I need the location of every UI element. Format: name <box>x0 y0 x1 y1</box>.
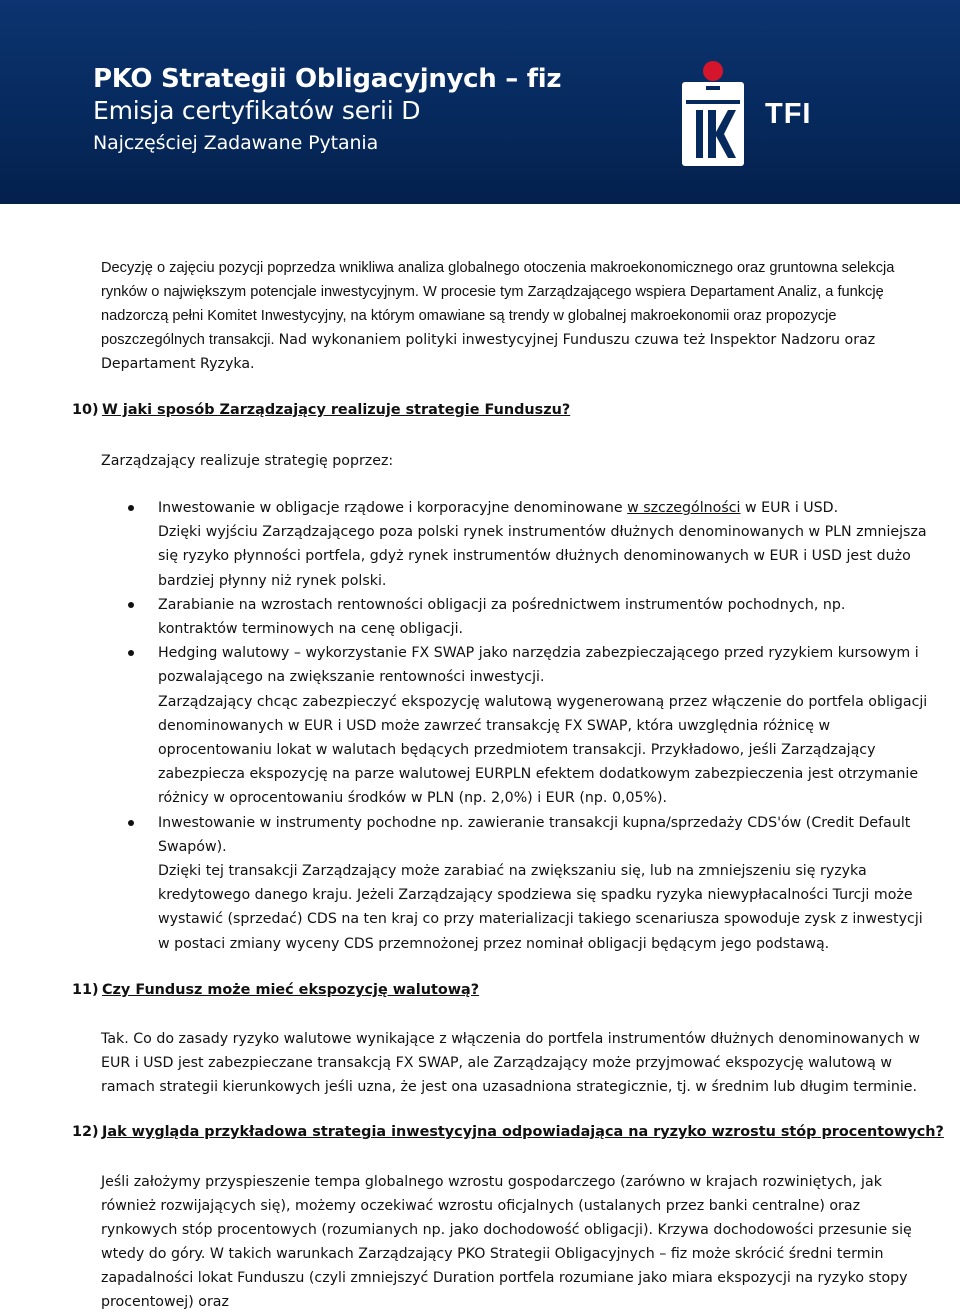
list-item-detail: Zarządzający chcąc zabezpieczyć ekspozycję walutową wygenerowaną przez włączenie do portfela obligacji denominowanych w EUR i USD może zawrzeć transakcję FX SWAP, która uwzględnia różnicę w oprocentowaniu lokat w walutach będących przedmiotem transakcji. Przykładowo, jeśli Zarządzający zabezpiecza ekspozycję na parze walutowej EURPLN efektem dodatkowym zabezpieczenia jest otrzymanie różnicy w oprocentowaniu środków w PLN (np. 2,0%) i EUR (np. 0,05%). <box>158 693 928 807</box>
question-number: 11) <box>72 982 99 998</box>
bullet-icon <box>128 650 134 656</box>
question-12 <box>72 1124 944 1140</box>
strategy-intro: Zarządzający realizuje strategię poprzez: <box>101 453 394 469</box>
list-item: Hedging walutowy – wykorzystanie FX SWAP jako narzędzia zabezpieczającego przed ryzykiem kursowym i pozwalającego na zwiększanie rentowności inwestycji. Zarządzający chcąc zabezpieczyć ekspozycję walutową wygenerowaną przez włączenie do portfela obligacji denominowanych w EUR i USD może zawrzeć transakcję FX SWAP, która uwzględnia różnicę w oprocentowaniu lokat w walutach będących przedmiotem transakcji. Przykładowo, jeśli Zarządzający zabezpiecza ekspozycję na parze walutowej EURPLN efektem dodatkowym zabezpieczenia jest otrzymanie różnicy w oprocentowaniu środków w PLN (np. 2,0%) i EUR (np. 0,05%). <box>158 641 928 810</box>
bullet-icon <box>128 505 134 511</box>
list-item: Inwestowanie w obligacje rządowe i korporacyjne denominowane w szczególności w EUR i USD. Dzięki wyjściu Zarządzającego poza polski rynek instrumentów dłużnych denominowanych w PLN zmniejsza się ryzyko płynności portfela, gdyż rynek instrumentów dłużnych denominowanych w EUR i USD jest dużo bardziej płynny niż rynek polski. <box>158 496 928 593</box>
issue-title: Emisja certyfikatów serii D <box>93 96 421 125</box>
list-item-detail: Dzięki tej transakcji Zarządzający może zarabiać na zwiększaniu się, lub na zmniejszeniu się ryzyka kredytowego danego kraju. Jeżeli Zarządzający spodziewa się spadku ryzyka niewypłacalności Turcji może wystawić (sprzedać) CDS na ten kraj co przy materializacji takiego scenariusza spowoduje zysk z inwestycji w postaci zmiany wyceny CDS przemnożonej przez nominał obligacji będącym jego podstawą. <box>158 863 923 952</box>
bullet-icon <box>128 602 134 608</box>
answer-12: Jeśli założymy przyspieszenie tempa globalnego wzrostu gospodarczego (zarówno w krajach rozwiniętych, jak również rozwijających się), możemy oczekiwać wzrostu oficjalnych (ustalanych przez banki centralne) oraz rynkowych stóp procentowych (rozumianych np. jako dochodowość obligacji). Krzywa dochodowości przesunie się wtedy do góry. W takich warunkach Zarządzający PKO Strategii Obligacyjnych – fiz może skrócić średni termin zapadalności lokat Funduszu (czyli zmniejszyć Duration portfela rozumiane jako miara ekspozycji na ryzyko stopy procentowej) oraz <box>101 1174 912 1310</box>
header-banner <box>0 0 960 204</box>
tfi-logo-text: TFI <box>765 98 812 130</box>
list-item: Inwestowanie w instrumenty pochodne np. zawieranie transakcji kupna/sprzedaży CDS'ów (Credit Default Swapów). Dzięki tej transakcji Zarządzający może zarabiać na zwiększaniu się, lub na zmniejszeniu się ryzyka kredytowego danego kraju. Jeżeli Zarządzający spodziewa się spadku ryzyka niewypłacalności Turcji może wystawić (sprzedać) CDS na ten kraj co przy materializacji takiego scenariusza spowoduje zysk z inwestycji w postaci zmiany wyceny CDS przemnożonej przez nominał obligacji będącym jego podstawą. <box>158 811 928 956</box>
intro-paragraph: Decyzję o zajęciu pozycji poprzedza wnikliwa analiza globalnego otoczenia makroekonomicznego oraz gruntowna selekcja rynków o największym potencjale inwestycyjnym. W procesie tym Zarządzającego wspiera Departament Analiz, a funkcję nadzorczą pełni Komitet Inwestycyjny, na którym omawiane są trendy w globalnej makroekonomii oraz propozycje poszczególnych transakcji. Nad wykonaniem polityki inwestycyjnej Funduszu czuwa też Inspektor Nadzoru oraz Departament Ryzyka. <box>101 260 895 372</box>
bullet-icon <box>128 820 134 826</box>
list-item-detail: Dzięki wyjściu Zarządzającego poza polski rynek instrumentów dłużnych denominowanych w PLN zmniejsza się ryzyko płynności portfela, gdyż rynek instrumentów dłużnych denominowanych w EUR i USD jest dużo bardziej płynny niż rynek polski. <box>158 524 927 589</box>
list-item: Zarabianie na wzrostach rentowności obligacji za pośrednictwem instrumentów pochodnych, np. kontraktów terminowych na cenę obligacji. <box>158 593 928 641</box>
question-number: 12) <box>72 1124 99 1140</box>
intro-paragraph-continued: Nad wykonaniem polityki inwestycyjnej Funduszu czuwa też Inspektor Nadzoru oraz Departament Ryzyka. <box>101 332 876 372</box>
question-text: W jaki sposób Zarządzający realizuje strategie Funduszu? <box>102 402 571 418</box>
fund-title: PKO Strategii Obligacyjnych – fiz <box>93 64 562 94</box>
faq-title: Najczęściej Zadawane Pytania <box>93 132 379 154</box>
question-text: Jak wygląda przykładowa strategia inwestycyjna odpowiadająca na ryzyko wzrostu stóp procentowych? <box>102 1124 944 1140</box>
question-10 <box>72 402 570 418</box>
question-11 <box>72 982 479 998</box>
question-number: 10) <box>72 402 99 418</box>
question-text: Czy Fundusz może mieć ekspozycję walutową? <box>102 982 480 998</box>
underlined-text: w szczególności <box>627 500 741 516</box>
answer-11: Tak. Co do zasady ryzyko walutowe wynikające z włączenia do portfela instrumentów dłużnych denominowanych w EUR i USD jest zabezpieczane transakcją FX SWAP, ale Zarządzający może przyjmować ekspozycję walutową w ramach strategii kierunkowych jeśli uzna, że jest ona uzasadniona strategicznie, tj. w średnim lub długim terminie. <box>101 1031 920 1095</box>
strategy-list <box>158 496 928 956</box>
